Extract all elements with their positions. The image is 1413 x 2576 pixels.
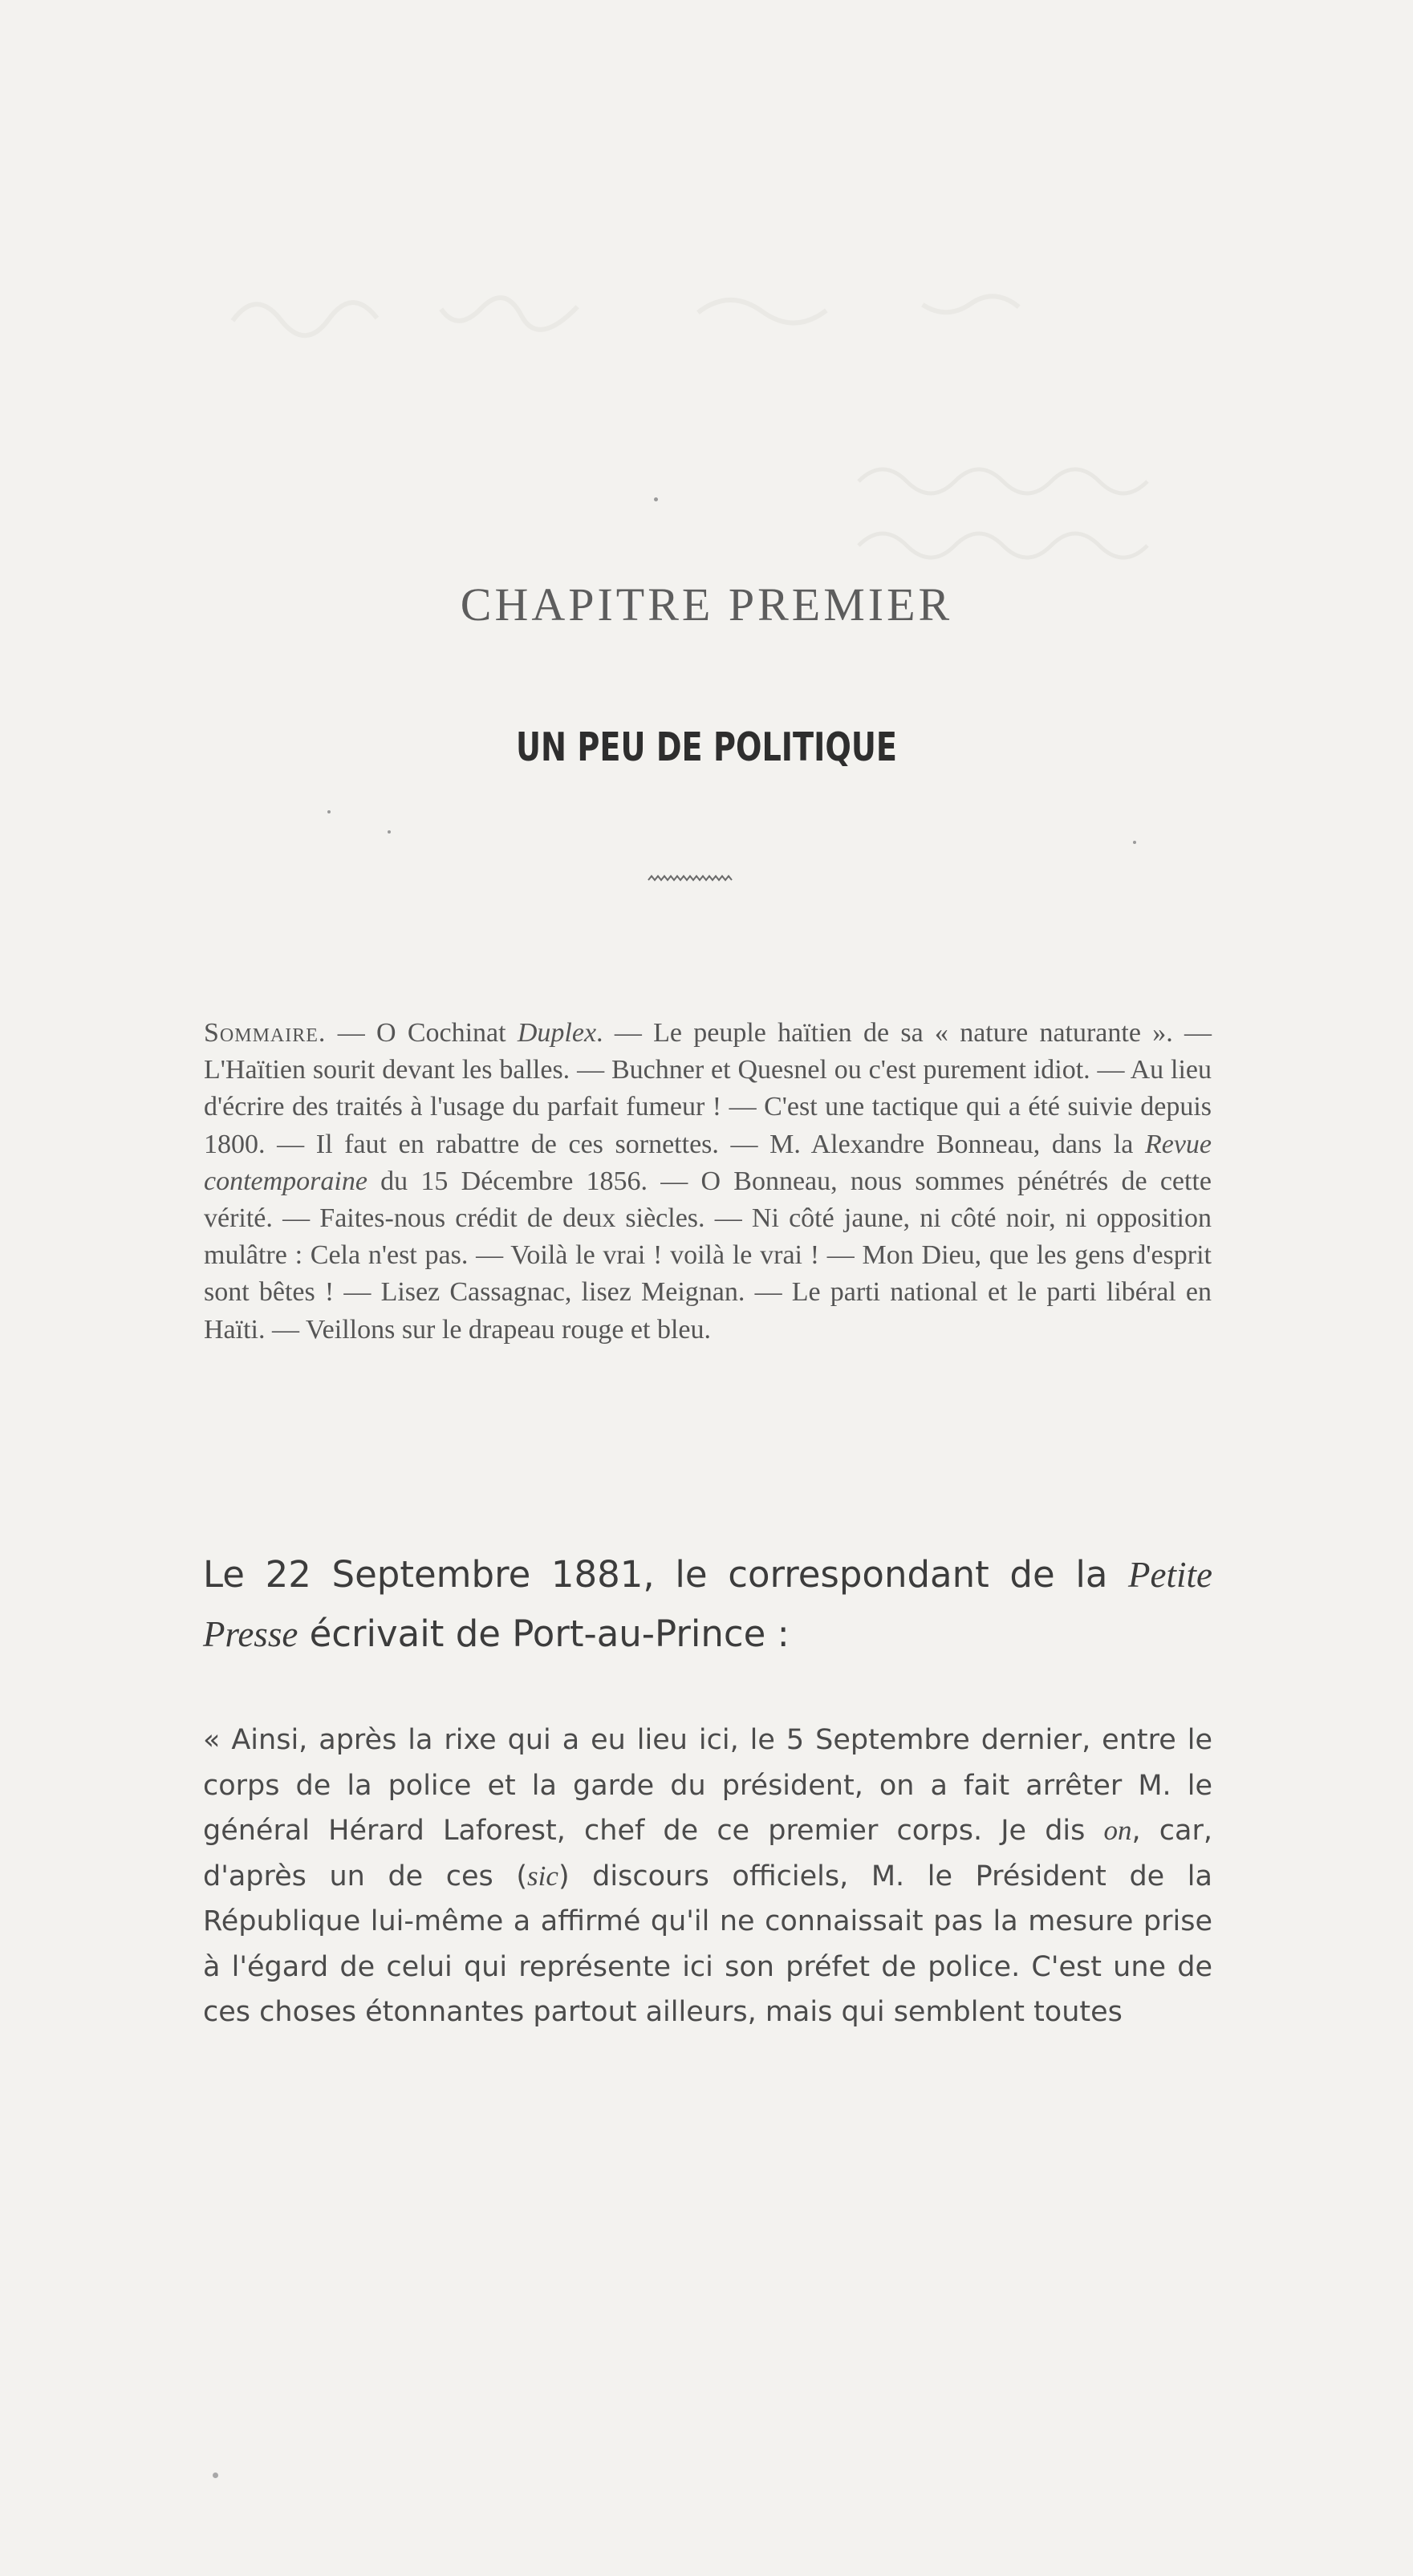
summary-text: . — Le peuple haïtien de sa « nature naturante ». — L'Haïtien sourit devant les balles. — Buchner et Quesnel ou c'est purement idiot. — Au lieu d'écrire des traités à l'usage du parfait fumeur ! — C'est une tactique qui a été suivie depuis 1800. — Il faut en rabattre de ces sornettes. — M. Alexandre Bonneau, dans la — [204, 1018, 1212, 1159]
quote-text: « Ainsi, après la rixe qui a eu lieu ici, le 5 Septembre dernier, entre le corps de la police et la garde du président, on a fait arrêter M. le général Hérard Laforest, chef de ce premier corps. Je dis — [203, 1724, 1212, 1847]
quote-text: ) discours officiels, M. le Président de la République lui-même a affirmé qu'il ne connaissait pas la mesure prise à l'égard de celui qui représente ici son préfet de police. C'est une de ces choses étonnantes partout ailleurs, mais qui semblent toutes — [203, 1860, 1212, 2028]
summary-text: du 15 Décembre 1856. — O Bonneau, nous sommes pénétrés de cette vérité. — Faites-nous crédit de deux siècles. — Ni côté jaune, ni côté noir, ni opposition mulâtre : Cela n'est pas. — Voilà le vrai ! voilà le vrai ! — Mon Dieu, que les gens d'esprit sont bêtes ! — Lisez Cassagnac, lisez Meignan. — Le parti national et le parti libéral en Haïti. — Veillons sur le drapeau rouge et bleu. — [204, 1166, 1212, 1345]
quote-emphasis-sic: sic — [527, 1860, 558, 1892]
print-speck — [388, 830, 391, 834]
lead-text: écrivait de Port-au-Prince : — [298, 1613, 790, 1655]
ornament-divider — [647, 873, 735, 884]
print-speck — [213, 2473, 218, 2478]
summary-text: — O Cochinat — [326, 1018, 518, 1048]
chapter-summary — [204, 1015, 1212, 1349]
bleed-strokes — [200, 257, 1164, 370]
chapter-subtitle: UN PEU DE POLITIQUE — [516, 724, 897, 770]
print-speck — [654, 497, 658, 501]
quote-text: , car, d'après un de ces ( — [203, 1815, 1212, 1892]
summary-label: Sommaire. — [204, 1018, 327, 1048]
show-through-text — [200, 257, 1164, 383]
print-speck — [327, 810, 331, 813]
quoted-paragraph — [203, 1718, 1212, 2035]
newspaper-title: Petite Presse — [203, 1555, 1212, 1654]
print-speck — [1133, 841, 1136, 844]
lead-text: Le 22 Septembre 1881, le correspondant de la — [203, 1553, 1129, 1596]
chapter-title: CHAPITRE PREMIER — [460, 578, 953, 631]
lead-paragraph — [203, 1545, 1212, 1664]
summary-title-revue: Revue contemporaine — [204, 1129, 1212, 1196]
summary-title-duplex: Duplex — [517, 1018, 597, 1048]
quote-emphasis-on: on — [1103, 1815, 1132, 1846]
